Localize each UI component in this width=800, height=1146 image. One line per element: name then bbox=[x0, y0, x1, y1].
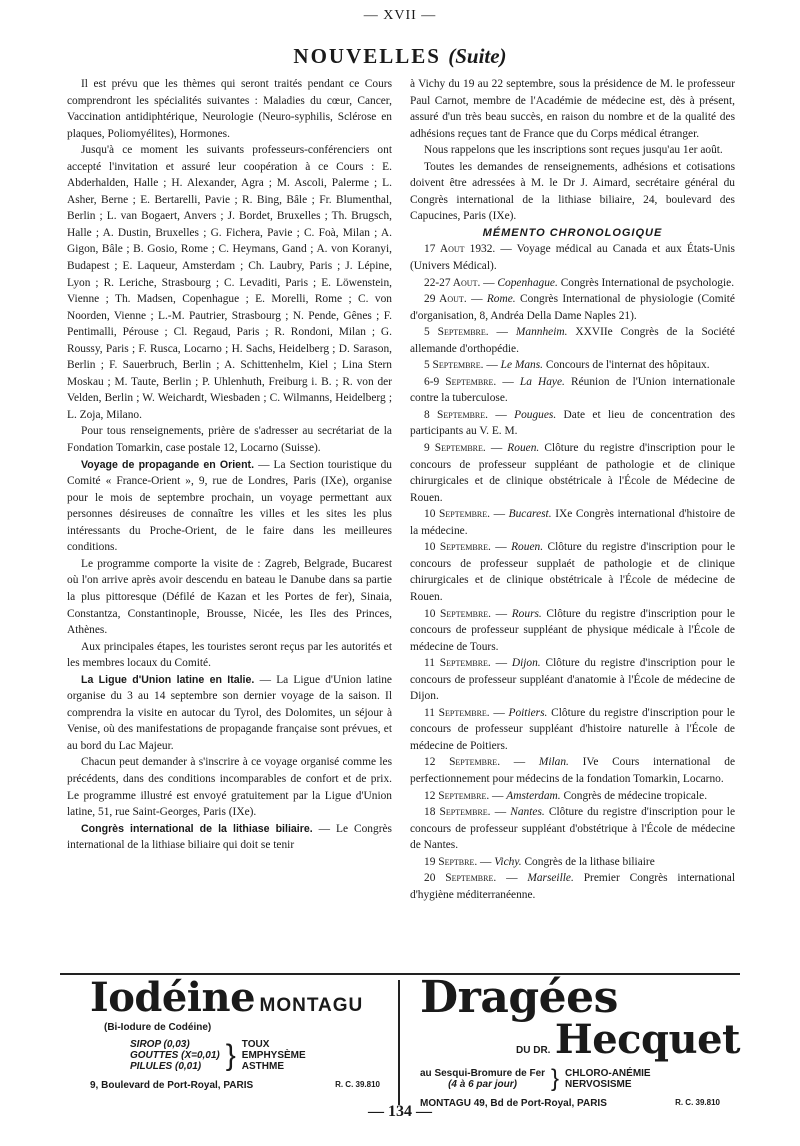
entry-city: Rours. bbox=[511, 607, 542, 620]
entry-city: Rouen. bbox=[507, 442, 540, 455]
ad-indication-item: TOUX bbox=[241, 1039, 270, 1050]
entry-dash: — bbox=[490, 657, 512, 670]
page-number: — 134 — bbox=[368, 1103, 432, 1120]
ad-rc: R. C. 39.810 bbox=[335, 1080, 380, 1089]
paragraph: Jusqu'à ce moment les suivants professeurs-conférenciers ont accepté l'invitation et assuré leur coopération à ce Cours : E. Abderhalden, Halle ; H. Alexander, Agra ; M. Ascoli, Palerme ; L. Asher, Berne ; E. Bertarelli, Pavie ; R. Bing, Bâle ; Fr. Blumenthal, Berlin ; L. van Bogaert, Anvers ; J. Bordet, Bruxelles ; Th. Brugsch, Halle ; A. Dustin, Bruxelles ; G. Fichera, Pavie ; C. Foà, Milan ; A. Gigon, Bâle ; B. Gosio, Rome ; C. Heymans, Gand ; A. von Koranyi, Budapest ; E. Laqueur, Amsterdam ; Ch. Laubry, Paris ; J. Lépine, Lyon ; R. Leriche, Strasbourg ; C. Levaditi, Paris ; E. Löwenstein, Vienne ; Th. Madsen, Copenhague ; E. Morelli, Rome ; C. von Noorden, Vienne ; L.-M. Pautrier, Strasbourg ; N. Pende, Gênes ; F. Pentimalli, Pérouse ; Cl. Regaud, Paris ; R. Rondoni, Milan ; G. Roussy, Paris ; F. Rusca, Locarno ; H. Sachs, Heidelberg ; D. Sarason, Berlin ; F. Sauerbruch, Berlin ; A. Schittenhelm, Kiel ; Lina Stern Moskau ; M. Taute, Berlin ; P. Uhlenhuth, Freiburg i. B. ; R. von der Velden, Berlin ; W. Weichardt, Wiesbaden ; C. Wilmanns, Heidelberg ; L. Zoja, Milano. bbox=[67, 144, 392, 421]
ad-composition-block bbox=[420, 1064, 740, 1094]
entry-text: Clôture du registre d'inscription pour le concours de professeur supplaét de pathologie et de clinique chirurgicales et de clinique obstétricale à l'École de médecine de Rouen. bbox=[410, 541, 735, 603]
folio: — XVII — bbox=[363, 8, 437, 23]
entry-city: Dijon. bbox=[511, 657, 541, 670]
entry-city: Amsterdam. bbox=[506, 789, 561, 802]
entry-dash: — bbox=[488, 408, 515, 421]
entry-dash: — bbox=[496, 872, 528, 885]
entry-dash: — bbox=[489, 706, 509, 719]
entry-date: 6-9 Septembre. bbox=[424, 375, 497, 388]
entry-city: Rome. bbox=[486, 293, 516, 306]
ad-du-dr: DU DR. bbox=[516, 1045, 551, 1056]
ad-brand: MONTAGU bbox=[259, 995, 364, 1016]
entry-dash: — bbox=[490, 806, 511, 819]
ads-vertical-divider bbox=[398, 980, 400, 1105]
paragraph: Il est prévu que les thèmes qui seront traités pendant ce Cours comprendront les spécialités suivantes : Maladies du cœur, Cancer, Vaccination antidiphtérique, Neurologie (Neuro-syphilis, Sclérose en plaques, Poliomyélites), Hormones. bbox=[67, 78, 392, 140]
entry-date: 29 Aout. bbox=[424, 293, 467, 306]
entry-date: 22-27 Aout. bbox=[424, 276, 481, 289]
entry-date: 12 Septembre. bbox=[424, 789, 490, 802]
ad-rc: R. C. 39.810 bbox=[675, 1098, 720, 1107]
memento-entry bbox=[410, 804, 735, 854]
memento-entry bbox=[410, 506, 735, 539]
entry-city: Copenhague. bbox=[497, 276, 558, 289]
entry-city: Nantes. bbox=[510, 806, 545, 819]
entry-date: 17 Aout 1932. bbox=[424, 243, 496, 256]
paragraph-body: — Le Congrès international de la lithiase biliaire qui doit se tenir bbox=[67, 822, 392, 852]
memento-entry bbox=[410, 275, 735, 292]
entry-text: Clôture du registre d'inscription pour le concours de professeur suppléant d'anatomie à l'École de médecine de Dijon. bbox=[410, 657, 735, 703]
entry-city: La Haye. bbox=[519, 375, 565, 388]
entry-date: 5 Septembre. bbox=[424, 359, 484, 372]
page-title bbox=[0, 44, 800, 69]
entry-dash: — bbox=[483, 359, 501, 372]
entry-date: 10 Septembre. bbox=[424, 607, 492, 620]
entry-dash: — bbox=[490, 541, 512, 554]
paragraph: Pour tous renseignements, prière de s'adresser au secrétariat de la Fondation Tomarkin, case postale 12, Locarno (Suisse). bbox=[67, 425, 392, 455]
entry-text: Congrès International de psychologie. bbox=[557, 276, 735, 289]
entry-text: XXVIIe Congrès de la Société allemande d'orthopédie. bbox=[410, 326, 735, 355]
paragraph bbox=[67, 457, 392, 556]
ad-indication-item: ASTHME bbox=[241, 1061, 285, 1072]
entry-dash: — bbox=[488, 326, 516, 339]
ad-product-name: Dragées bbox=[420, 972, 618, 1023]
entry-date: 20 Septembre. bbox=[424, 872, 497, 885]
entry-city: Mannheim. bbox=[515, 326, 568, 339]
ad-form-item: SIROP (0,03) bbox=[130, 1039, 190, 1050]
paragraph: Aux principales étapes, les touristes seront reçus par les autorités et les membres locaux du Comité. bbox=[67, 640, 392, 670]
entry-text: Clôture du registre d'inscription pour le concours de professeur suppléant d'histoire naturelle à l'École de médecine de Poitiers. bbox=[410, 706, 735, 752]
entry-city: Bucarest. bbox=[508, 508, 552, 521]
memento-entry bbox=[410, 606, 735, 656]
entry-text: Concours de l'internat des hôpitaux. bbox=[543, 359, 710, 372]
paragraph bbox=[67, 821, 392, 854]
entry-date: 9 Septembre. bbox=[424, 442, 486, 455]
memento-entry bbox=[410, 705, 735, 755]
entry-dash: — bbox=[480, 276, 498, 289]
run-in-heading: La Ligue d'Union latine en Italie. bbox=[81, 673, 255, 686]
run-in-heading: Voyage de propagande en Orient. bbox=[81, 458, 255, 471]
memento-entry bbox=[410, 788, 735, 805]
entry-city: Rouen. bbox=[511, 541, 544, 554]
ad-composition bbox=[420, 1068, 545, 1090]
memento-entry bbox=[410, 324, 735, 357]
entry-dash: — bbox=[466, 293, 487, 306]
memento-entry bbox=[410, 374, 735, 407]
entry-date: 8 Septembre. bbox=[424, 408, 489, 421]
entry-text: Congrès International de physiologie (Comité d'organisation, 8, Andréa Della Dame Naples 21). bbox=[410, 293, 735, 322]
entry-text: Réunion de l'Union internationale contre la tuberculose. bbox=[410, 375, 736, 405]
ad-form-item: PILULES (0,01) bbox=[130, 1061, 202, 1072]
ad-forms-list bbox=[130, 1039, 220, 1072]
entry-date: 18 Septembre. bbox=[424, 806, 491, 819]
entry-dash: — bbox=[500, 756, 539, 769]
ad-iodeine bbox=[90, 976, 390, 1091]
entry-date: 5 Septembre. bbox=[424, 326, 489, 339]
ad-indications-list bbox=[565, 1068, 651, 1090]
memento-entry bbox=[410, 241, 735, 274]
paragraph: Toutes les demandes de renseignements, adhésions et cotisations doivent être adressées à M. le Dr J. Aimard, secrétaire général du Congrès international de la lithiase biliaire, 24, boulevard des Capucines, Paris (IXe). bbox=[410, 160, 735, 223]
paragraph bbox=[67, 672, 392, 755]
entry-date: 11 Septembre. bbox=[424, 706, 490, 719]
entry-text: Premier Congrès international d'hygiène méditerranéenne. bbox=[410, 872, 735, 901]
entry-text: Congrès de médecine tropicale. bbox=[560, 789, 708, 802]
ad-indication-item: CHLORO-ANÉMIE bbox=[565, 1068, 651, 1079]
title-main: NOUVELLES bbox=[293, 44, 441, 68]
entry-dash: — bbox=[489, 789, 507, 802]
entry-city: Vichy. bbox=[494, 855, 522, 868]
entry-city: Poitiers. bbox=[508, 706, 548, 719]
ad-form-item: GOUTTES (X=0,01) bbox=[130, 1050, 220, 1061]
entry-date: 19 Septbre. bbox=[424, 855, 478, 868]
entry-date: 10 Septembre. bbox=[424, 508, 490, 521]
ad-indications-list bbox=[242, 1039, 306, 1072]
entry-date: 12 Septembre. bbox=[424, 756, 501, 769]
title-suite: (Suite) bbox=[448, 44, 507, 68]
entry-text: Date et lieu de concentration des participants au V. E. M. bbox=[410, 408, 735, 438]
entry-city: Le Mans. bbox=[500, 359, 544, 372]
ad-subtitle: (Bi-Iodure de Codéine) bbox=[104, 1022, 212, 1033]
ad-forms-block bbox=[130, 1039, 390, 1072]
entry-dash: — bbox=[485, 442, 508, 455]
memento-entry bbox=[410, 655, 735, 705]
paragraph: Chacun peut demander à s'inscrire à ce voyage organisé comme les précédents, dans des conditions incomparables de confort et de prix. Le programme illustré est envoyé gratuitement par la Ligue d'Union latine, 51, rue Saint-Georges, Paris (IXe). bbox=[67, 756, 392, 819]
entry-dash: — bbox=[496, 375, 520, 388]
entry-text: Clôture du registre d'inscription pour le concours de professeur suppléant de physique médicale à l'École de médecine de Tours. bbox=[410, 607, 735, 653]
memento-entry bbox=[410, 291, 735, 324]
entry-dash: — bbox=[491, 607, 512, 620]
memento-entry bbox=[410, 440, 735, 506]
paragraph: Le programme comporte la visite de : Zagreb, Belgrade, Bucarest où l'on arrive après avoir descendu en bateau le Danube dans sa partie la plus pittoresque (Défilé de Kazan et les Portes de fer), Sinaia, Constantza, Constantinople, Brousse, Nicée, les Iles des Princes, Athènes. bbox=[67, 557, 392, 637]
entry-dash: — bbox=[477, 855, 495, 868]
entry-date: 11 Septembre. bbox=[424, 657, 491, 670]
entry-text: IXe Congrès international d'histoire de la médecine. bbox=[410, 508, 736, 537]
entry-dash: — bbox=[490, 508, 509, 521]
ad-address: 9, Boulevard de Port-Royal, PARIS bbox=[90, 1080, 254, 1091]
entry-text: IVe Cours international de perfectionnement pour médecins de la fondation Tomarkin, Locarno. bbox=[410, 756, 735, 785]
memento-heading: MÉMENTO CHRONOLOGIQUE bbox=[482, 226, 663, 239]
memento-entry bbox=[410, 357, 735, 374]
entry-city: Marseille. bbox=[527, 872, 574, 885]
entry-city: Milan. bbox=[538, 756, 569, 769]
ad-composition-text: au Sesqui-Bromure de Fer bbox=[420, 1068, 546, 1079]
entry-text: — Voyage médical au Canada et aux États-Unis (Univers Médical). bbox=[410, 243, 735, 273]
entry-date: 10 Septembre. bbox=[424, 541, 491, 554]
entry-text: Congrès de la lithase biliaire bbox=[521, 855, 655, 868]
memento-list bbox=[410, 241, 735, 903]
ad-dragees-hecquet bbox=[420, 972, 740, 1109]
left-column bbox=[67, 76, 392, 854]
ad-indication-item: NERVOSISME bbox=[565, 1079, 632, 1090]
run-in-heading: Congrès international de la lithiase biliaire. bbox=[81, 822, 313, 835]
entry-text: Clôture du registre d'inscription pour le concours de professeur suppléant de pathologie et de clinique chirurgicales et de clinique obstétricale à l'École de Médecine de Rouen. bbox=[410, 442, 735, 504]
memento-entry bbox=[410, 407, 735, 440]
bracket-glyph: } bbox=[225, 1038, 236, 1072]
right-column bbox=[410, 76, 735, 903]
paragraph-body: — La Section touristique du Comité « France-Orient », 9, rue de Londres, Paris (IXe), organise pour le mois de septembre prochain, un voyage permettant aux personnes désireuses de connaître les villes et les sites les plus intéressants du Proche-Orient, de le faire dans les meilleures conditions. bbox=[67, 458, 392, 554]
ad-product-name: Iodéine bbox=[90, 974, 256, 1021]
paragraph: à Vichy du 19 au 22 septembre, sous la présidence de M. le professeur Paul Carnot, membre de l'Académie de médecine est, dès à présent, assuré d'un très beau succès, en raison du nombre et de la qualité des adhésions reçues tant de France que du Corps médical étranger. bbox=[410, 78, 735, 140]
ad-dose: (4 à 6 par jour) bbox=[448, 1079, 517, 1090]
memento-entry bbox=[410, 870, 735, 903]
bracket-glyph: } bbox=[551, 1065, 560, 1092]
entry-city: Pougues. bbox=[514, 408, 557, 421]
memento-entry bbox=[410, 754, 735, 787]
ad-brand: Hecquet bbox=[554, 1016, 740, 1063]
entry-text: Clôture du registre d'inscription pour le concours de professeur suppléant d'obstétrique à l'École de médecine de Nantes. bbox=[410, 806, 736, 852]
paragraph: Nous rappelons que les inscriptions sont reçues jusqu'au 1er août. bbox=[424, 144, 723, 157]
ad-address: MONTAGU 49, Bd de Port-Royal, PARIS bbox=[420, 1098, 607, 1109]
paragraph-body: — La Ligue d'Union latine organise du 3 au 14 septembre son dernier voyage de la saison. Il comprendra la visite en autocar du Tyrol, des Dolomites, un séjour à Venise, où des manifestations de propagande française sont prévues, et au bord du Lac Majeur. bbox=[67, 673, 392, 752]
memento-entry bbox=[410, 854, 735, 871]
ad-indication-item: EMPHYSÈME bbox=[241, 1050, 306, 1061]
memento-entry bbox=[410, 539, 735, 605]
